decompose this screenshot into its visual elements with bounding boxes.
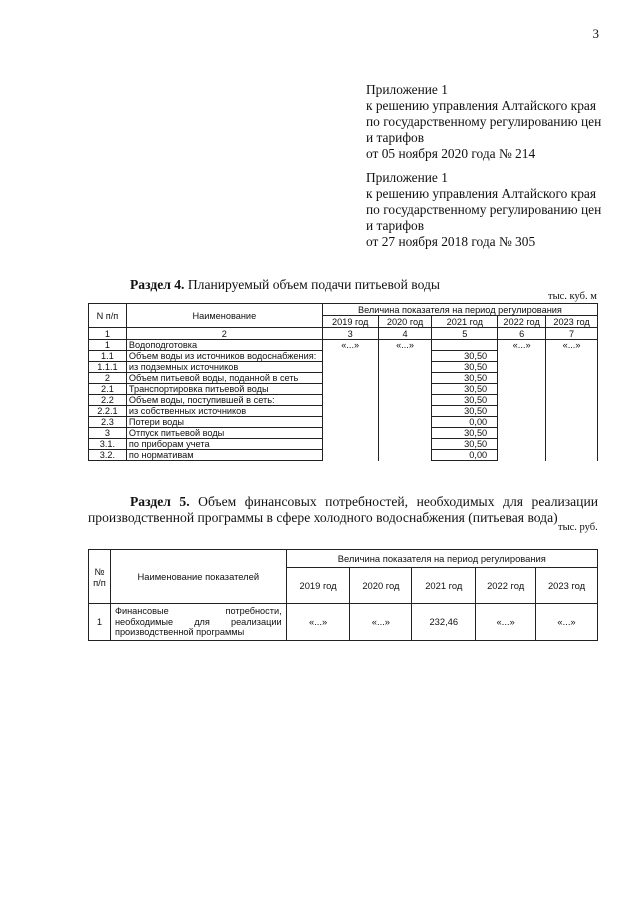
appendix-line: Приложение 1 bbox=[366, 82, 448, 97]
header-year: 2021 год bbox=[432, 316, 498, 328]
row-name: Потери воды bbox=[126, 417, 322, 428]
appendix-line: и тарифов bbox=[366, 218, 425, 233]
table-row bbox=[89, 340, 598, 351]
header-year: 2022 год bbox=[476, 568, 536, 604]
appendix-line: от 27 ноября 2018 года № 305 bbox=[366, 234, 536, 249]
col-number: 3 bbox=[322, 328, 378, 340]
col-number: 7 bbox=[546, 328, 598, 340]
appendix-line: от 05 ноября 2020 года № 214 bbox=[366, 146, 536, 161]
header-year: 2020 год bbox=[378, 316, 432, 328]
appendix-line: к решению управления Алтайского края bbox=[366, 98, 596, 113]
value-2021: 30,50 bbox=[432, 351, 498, 362]
section5-unit: тыс. руб. bbox=[558, 522, 598, 533]
col-number: 1 bbox=[89, 328, 127, 340]
appendix-line: по государственному регулированию цен bbox=[366, 202, 602, 217]
value-2020: «...» bbox=[350, 604, 412, 641]
row-name: Водоподготовка bbox=[126, 340, 322, 351]
value-2021 bbox=[432, 340, 498, 351]
row-num: 1 bbox=[89, 340, 127, 351]
appendix-line: Приложение 1 bbox=[366, 170, 448, 185]
section5-table bbox=[88, 549, 598, 641]
col-number: 6 bbox=[498, 328, 546, 340]
value-2023: «...» bbox=[546, 340, 598, 461]
value-2019: «...» bbox=[286, 604, 350, 641]
row-num: 3.2. bbox=[89, 450, 127, 461]
appendix-block-2 bbox=[366, 170, 626, 250]
row-name: Отпуск питьевой воды bbox=[126, 428, 322, 439]
section5-title-line1: Объем финансовых потребностей, необходимых для реализации bbox=[189, 494, 598, 509]
header-period: Величина показателя на период регулирования bbox=[286, 550, 597, 568]
row-name: Объем воды из источников водоснабжения: bbox=[126, 351, 322, 362]
header-year: 2020 год bbox=[350, 568, 412, 604]
row-num: 2.2 bbox=[89, 395, 127, 406]
section5-title bbox=[130, 494, 598, 510]
row-num: 2 bbox=[89, 373, 127, 384]
row-name: Объем воды, поступившей в сеть: bbox=[126, 395, 322, 406]
col-number: 5 bbox=[432, 328, 498, 340]
header-year: 2022 год bbox=[498, 316, 546, 328]
row-num: 1.1 bbox=[89, 351, 127, 362]
row-num: 2.2.1 bbox=[89, 406, 127, 417]
value-2022: «...» bbox=[498, 340, 546, 461]
section5-label: Раздел 5. bbox=[130, 494, 190, 509]
row-name: Транспортировка питьевой воды bbox=[126, 384, 322, 395]
value-2021: 30,50 bbox=[432, 395, 498, 406]
col-number: 2 bbox=[126, 328, 322, 340]
value-2022: «...» bbox=[476, 604, 536, 641]
section4-table bbox=[88, 303, 598, 461]
value-2021: 30,50 bbox=[432, 384, 498, 395]
header-year: 2021 год bbox=[412, 568, 476, 604]
row-num: 3.1. bbox=[89, 439, 127, 450]
header-num: N п/п bbox=[89, 304, 127, 328]
value-2021: 30,50 bbox=[432, 428, 498, 439]
header-name: Наименование bbox=[126, 304, 322, 328]
appendix-line: к решению управления Алтайского края bbox=[366, 186, 596, 201]
row-name: Объем питьевой воды, поданной в сеть bbox=[126, 373, 322, 384]
header-year: 2023 год bbox=[536, 568, 598, 604]
value-2021: 30,50 bbox=[432, 406, 498, 417]
value-2021: 0,00 bbox=[432, 450, 498, 461]
section4-label: Раздел 4. bbox=[130, 277, 185, 292]
row-name: по нормативам bbox=[126, 450, 322, 461]
row-name: Финансовые потребности, необходимые для реализации производственной программы bbox=[110, 604, 286, 641]
value-2021: 0,00 bbox=[432, 417, 498, 428]
row-num: 2.3 bbox=[89, 417, 127, 428]
value-2020: «...» bbox=[378, 340, 432, 461]
section4-unit: тыс. куб. м bbox=[548, 291, 597, 302]
value-2021: 232,46 bbox=[412, 604, 476, 641]
appendix-block-1 bbox=[366, 82, 626, 162]
section4-title-text: Планируемый объем подачи питьевой воды bbox=[184, 277, 441, 292]
appendix-line: и тарифов bbox=[366, 130, 425, 145]
value-2021: 30,50 bbox=[432, 373, 498, 384]
row-num: 3 bbox=[89, 428, 127, 439]
header-num: № п/п bbox=[89, 550, 111, 604]
value-2021: 30,50 bbox=[432, 362, 498, 373]
section5-title-line2: производственной программы в сфере холодного водоснабжения (питьевая вода) bbox=[88, 510, 558, 525]
header-year: 2019 год bbox=[286, 568, 350, 604]
row-num: 2.1 bbox=[89, 384, 127, 395]
col-number: 4 bbox=[378, 328, 432, 340]
header-period: Величина показателя на период регулирования bbox=[322, 304, 597, 316]
header-year: 2023 год bbox=[546, 316, 598, 328]
value-2023: «...» bbox=[536, 604, 598, 641]
value-2019: «...» bbox=[322, 340, 378, 461]
row-name: по приборам учета bbox=[126, 439, 322, 450]
row-name: из подземных источников bbox=[126, 362, 322, 373]
appendix-line: по государственному регулированию цен bbox=[366, 114, 602, 129]
header-year: 2019 год bbox=[322, 316, 378, 328]
page-number: 3 bbox=[592, 26, 599, 41]
row-num: 1 bbox=[89, 604, 111, 641]
table-row bbox=[89, 604, 598, 641]
value-2021: 30,50 bbox=[432, 439, 498, 450]
row-name: из собственных источников bbox=[126, 406, 322, 417]
section4-title bbox=[130, 277, 440, 293]
row-num: 1.1.1 bbox=[89, 362, 127, 373]
header-name: Наименование показателей bbox=[110, 550, 286, 604]
